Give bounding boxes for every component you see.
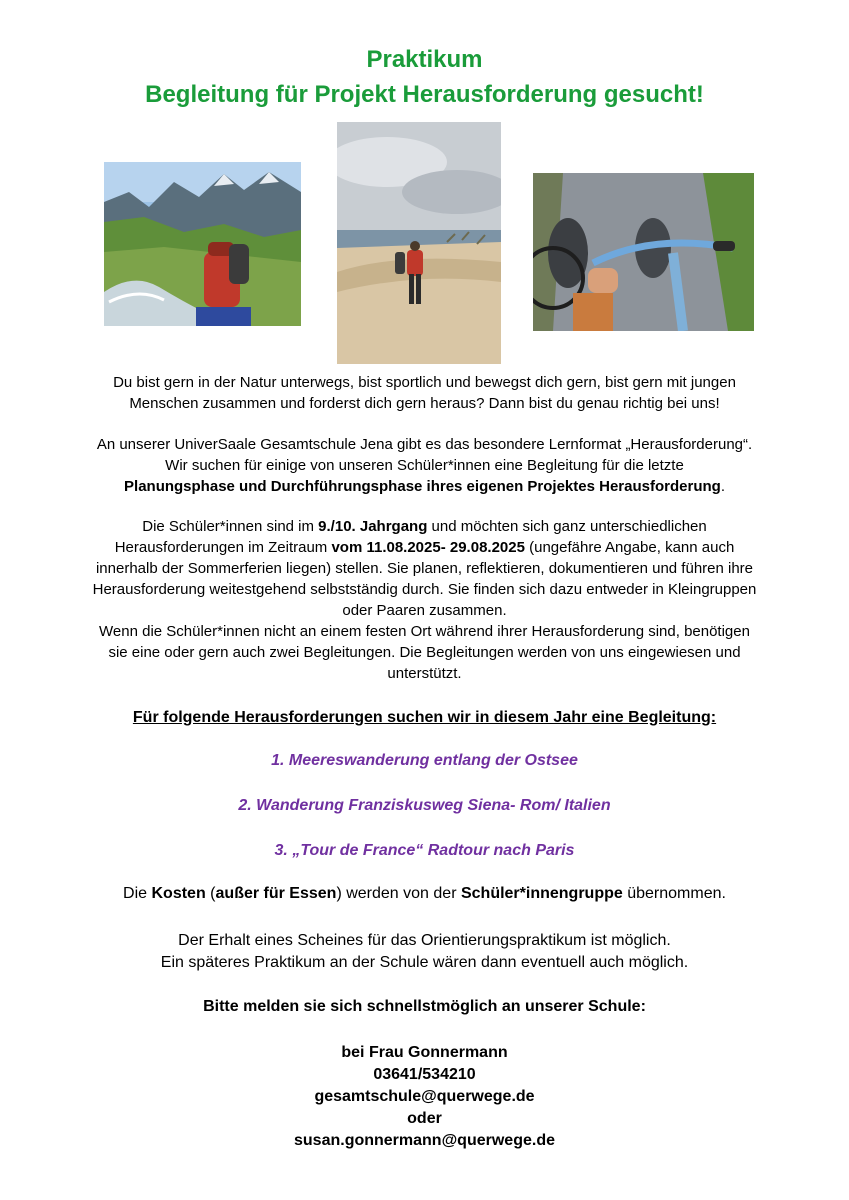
costs-f: Schüler*innengruppe	[460, 885, 623, 902]
title-line-2: Begleitung für Projekt Herausforderung gesucht!	[145, 81, 704, 108]
challenge-item-2: 2. Wanderung Franziskusweg Siena- Rom/ Italien	[238, 797, 611, 814]
format-line-2: Wir suchen für einige von unseren Schüler*innen eine Begleitung für die letzte	[165, 457, 684, 474]
intro-line-1: Du bist gern in der Natur unterwegs, bist sportlich und bewegst dich gern, bist gern mit jungen	[113, 374, 736, 391]
format-text	[30, 434, 819, 497]
certificate-line-2: Ein späteres Praktikum an der Schule wären dann eventuell auch möglich.	[160, 954, 689, 971]
costs-c: (	[205, 885, 216, 902]
costs-e: ) werden von der	[336, 885, 461, 902]
contact-name: bei Frau Gonnermann	[341, 1044, 508, 1061]
details-text	[30, 516, 819, 684]
mountain-hike-photo	[104, 162, 301, 326]
details-l1-c: und möchten sich ganz unterschiedlichen	[427, 518, 707, 535]
details-l1-b: 9./10. Jahrgang	[318, 518, 428, 535]
certificate-line-1: Der Erhalt eines Scheines für das Orientierungspraktikum ist möglich.	[178, 932, 671, 949]
challenges-heading: Für folgende Herausforderungen suchen wir in diesem Jahr eine Begleitung:	[132, 709, 717, 726]
format-line-1: An unserer UniverSaale Gesamtschule Jena gibt es das besondere Lernformat „Herausforderung“.	[96, 436, 753, 453]
contact-phone: 03641/534210	[373, 1066, 476, 1083]
challenge-item-1: 1. Meereswanderung entlang der Ostsee	[271, 752, 578, 769]
details-l2-c: (ungefähre Angabe, kann auch	[524, 539, 735, 556]
contact-email-2: susan.gonnermann@querwege.de	[294, 1132, 555, 1149]
details-l1-a: Die Schüler*innen sind im	[142, 518, 319, 535]
contact-email-1: gesamtschule@querwege.de	[314, 1088, 535, 1105]
details-l2-b: vom 11.08.2025- 29.08.2025	[331, 539, 525, 556]
contact-or: oder	[407, 1110, 442, 1127]
bike-ride-photo	[533, 173, 754, 331]
certificate-text	[0, 930, 849, 974]
details-line-6: Wenn die Schüler*innen nicht an einem festen Ort während ihrer Herausforderung sind, benötigen	[99, 623, 750, 640]
details-line-5: oder Paaren zusammen.	[342, 602, 507, 619]
costs-text	[0, 883, 849, 905]
details-line-8: unterstützt.	[387, 665, 462, 682]
contact-block	[0, 1042, 849, 1152]
details-line-1	[30, 516, 819, 537]
costs-a: Die	[123, 885, 152, 902]
costs-g: übernommen.	[622, 885, 726, 902]
details-l2-a: Herausforderungen im Zeitraum	[114, 539, 332, 556]
beach-hike-photo	[337, 122, 501, 364]
details-line-2	[30, 537, 819, 558]
title-line-1: Praktikum	[366, 46, 483, 73]
details-line-7: sie eine oder gern auch zwei Begleitungen. Die Begleitungen werden von uns eingewiesen und	[108, 644, 741, 661]
details-line-3: innerhalb der Sommerferien liegen) stellen. Sie planen, reflektieren, dokumentieren und führen ihre	[95, 560, 754, 577]
call-to-action: Bitte melden sie sich schnellstmöglich an unserer Schule:	[203, 998, 646, 1015]
format-line-3-bold: Planungsphase und Durchführungsphase ihres eigenen Projektes Herausforderung	[124, 478, 721, 495]
format-line-3-end: .	[720, 478, 725, 495]
costs-b: Kosten	[151, 885, 206, 902]
challenge-item-3: 3. „Tour de France“ Radtour nach Paris	[274, 842, 575, 859]
intro-line-2: Menschen zusammen und forderst dich gern heraus? Dann bist du genau richtig bei uns!	[129, 395, 720, 412]
details-line-4: Herausforderung weitestgehend selbstständig durch. Sie finden sich dazu entweder in Kleingruppen	[92, 581, 757, 598]
costs-d: außer für Essen	[215, 885, 337, 902]
format-line-3	[30, 476, 819, 497]
intro-text	[30, 372, 819, 414]
